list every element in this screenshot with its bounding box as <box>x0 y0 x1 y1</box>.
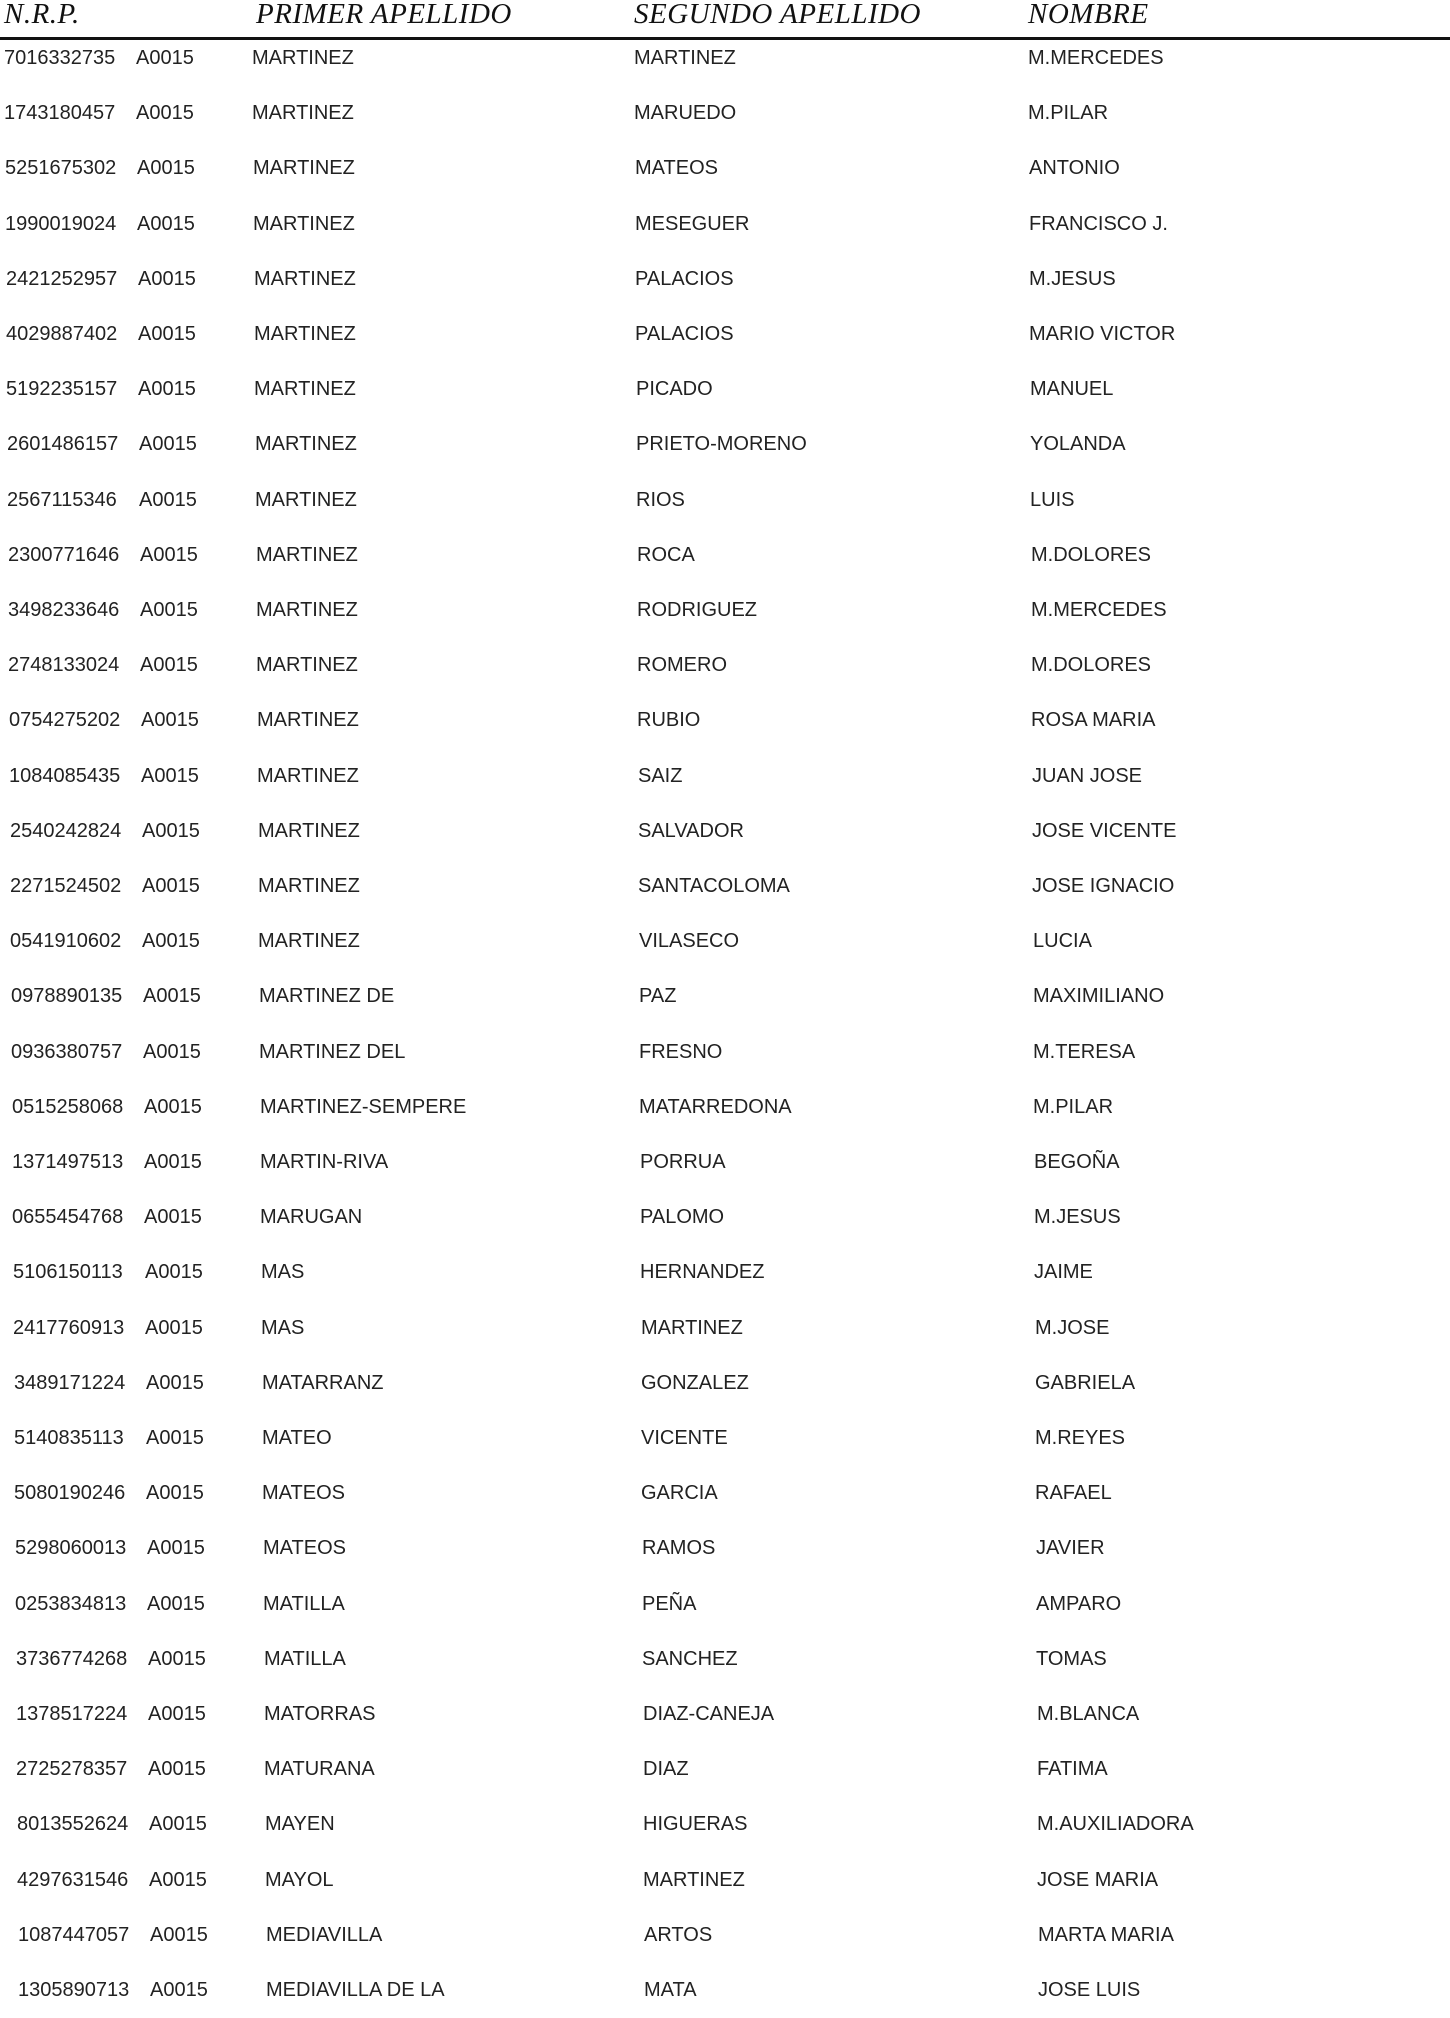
code-cell: A0015 <box>145 1317 203 1339</box>
nombre-cell: BEGOÑA <box>1034 1151 1120 1173</box>
nrp-cell: 1990019024 <box>5 213 117 235</box>
primer-apellido-cell: MARTINEZ <box>252 47 354 69</box>
primer-apellido-cell: MARTINEZ <box>254 378 356 400</box>
table-row <box>0 1426 1450 1466</box>
header-divider <box>0 37 1450 40</box>
primer-apellido-cell: MARTINEZ <box>255 489 357 511</box>
segundo-apellido-cell: FRESNO <box>639 1041 723 1063</box>
segundo-apellido-cell: MATA <box>644 1979 697 2001</box>
table-row <box>0 1812 1450 1852</box>
table-row <box>0 101 1450 141</box>
primer-apellido-cell: MARTINEZ <box>253 213 355 235</box>
nombre-cell: YOLANDA <box>1030 433 1126 455</box>
code-cell: A0015 <box>148 1648 206 1670</box>
code-cell: A0015 <box>146 1427 204 1449</box>
table-row <box>0 377 1450 417</box>
code-cell: A0015 <box>148 1703 206 1725</box>
code-cell: A0015 <box>140 599 198 621</box>
header-segundo-apellido: SEGUNDO APELLIDO <box>634 0 921 30</box>
nombre-cell: JAVIER <box>1036 1537 1105 1559</box>
nombre-cell: M.PILAR <box>1028 102 1109 124</box>
code-cell: A0015 <box>150 1979 208 2001</box>
table-row <box>0 1536 1450 1576</box>
table-row <box>0 212 1450 252</box>
table-row <box>0 543 1450 583</box>
nrp-cell: 2567115346 <box>7 489 117 511</box>
primer-apellido-cell: MARTINEZ <box>255 433 357 455</box>
code-cell: A0015 <box>148 1758 206 1780</box>
table-row <box>0 984 1450 1024</box>
primer-apellido-cell: MAS <box>261 1261 305 1283</box>
primer-apellido-cell: MARTINEZ DE <box>259 985 395 1007</box>
primer-apellido-cell: MARTINEZ <box>254 268 356 290</box>
code-cell: A0015 <box>149 1869 207 1891</box>
nombre-cell: M.MERCEDES <box>1028 47 1164 69</box>
code-cell: A0015 <box>138 323 196 345</box>
table-row <box>0 156 1450 196</box>
code-cell: A0015 <box>136 102 194 124</box>
segundo-apellido-cell: RUBIO <box>637 709 701 731</box>
segundo-apellido-cell: HIGUERAS <box>643 1813 748 1835</box>
nombre-cell: GABRIELA <box>1035 1372 1136 1394</box>
segundo-apellido-cell: SALVADOR <box>638 820 744 842</box>
table-row <box>0 1978 1450 2018</box>
nombre-cell: MAXIMILIANO <box>1033 985 1165 1007</box>
nrp-cell: 5251675302 <box>5 157 117 179</box>
code-cell: A0015 <box>146 1372 204 1394</box>
segundo-apellido-cell: RODRIGUEZ <box>637 599 757 621</box>
code-cell: A0015 <box>142 820 200 842</box>
segundo-apellido-cell: PALACIOS <box>635 268 734 290</box>
nombre-cell: M.REYES <box>1035 1427 1126 1449</box>
table-row <box>0 1647 1450 1687</box>
table-row <box>0 1757 1450 1797</box>
primer-apellido-cell: MARTIN-RIVA <box>260 1151 389 1173</box>
nombre-cell: ROSA MARIA <box>1031 709 1156 731</box>
segundo-apellido-cell: GONZALEZ <box>641 1372 749 1394</box>
primer-apellido-cell: MATILLA <box>263 1593 345 1615</box>
table-row <box>0 764 1450 804</box>
segundo-apellido-cell: HERNANDEZ <box>640 1261 765 1283</box>
code-cell: A0015 <box>141 765 199 787</box>
nrp-cell: 0515258068 <box>12 1096 124 1118</box>
code-cell: A0015 <box>140 544 198 566</box>
nombre-cell: RAFAEL <box>1035 1482 1112 1504</box>
segundo-apellido-cell: MESEGUER <box>635 213 750 235</box>
primer-apellido-cell: MARTINEZ-SEMPERE <box>260 1096 467 1118</box>
nombre-cell: M.MERCEDES <box>1031 599 1167 621</box>
table-row <box>0 1868 1450 1908</box>
code-cell: A0015 <box>138 378 196 400</box>
segundo-apellido-cell: SAIZ <box>638 765 683 787</box>
segundo-apellido-cell: RIOS <box>636 489 685 511</box>
primer-apellido-cell: MATARRANZ <box>262 1372 384 1394</box>
nrp-cell: 1743180457 <box>4 102 116 124</box>
nombre-cell: MARIO VICTOR <box>1029 323 1176 345</box>
segundo-apellido-cell: PICADO <box>636 378 713 400</box>
nombre-cell: FRANCISCO J. <box>1029 213 1168 235</box>
primer-apellido-cell: MARTINEZ <box>253 157 355 179</box>
nombre-cell: M.TERESA <box>1033 1041 1136 1063</box>
table-row <box>0 1316 1450 1356</box>
code-cell: A0015 <box>150 1924 208 1946</box>
segundo-apellido-cell: MARTINEZ <box>634 47 736 69</box>
table-row <box>0 1150 1450 1190</box>
nombre-cell: M.AUXILIADORA <box>1037 1813 1194 1835</box>
code-cell: A0015 <box>142 875 200 897</box>
nrp-cell: 1371497513 <box>12 1151 124 1173</box>
table-row <box>0 1702 1450 1742</box>
nombre-cell: TOMAS <box>1036 1648 1107 1670</box>
nombre-cell: LUCIA <box>1033 930 1092 952</box>
header-nrp: N.R.P. <box>4 0 80 30</box>
nombre-cell: M.BLANCA <box>1037 1703 1140 1725</box>
nombre-cell: M.JOSE <box>1035 1317 1110 1339</box>
table-row <box>0 874 1450 914</box>
code-cell: A0015 <box>141 709 199 731</box>
code-cell: A0015 <box>137 157 195 179</box>
nombre-cell: M.DOLORES <box>1031 654 1152 676</box>
primer-apellido-cell: MATEOS <box>262 1482 345 1504</box>
primer-apellido-cell: MAS <box>261 1317 305 1339</box>
primer-apellido-cell: MARTINEZ <box>257 709 359 731</box>
nrp-cell: 2540242824 <box>10 820 122 842</box>
segundo-apellido-cell: PALOMO <box>640 1206 725 1228</box>
code-cell: A0015 <box>144 1206 202 1228</box>
nombre-cell: JOSE VICENTE <box>1032 820 1177 842</box>
nrp-cell: 5080190246 <box>14 1482 126 1504</box>
segundo-apellido-cell: MARUEDO <box>634 102 737 124</box>
nrp-cell: 2417760913 <box>13 1317 125 1339</box>
nrp-cell: 7016332735 <box>4 47 116 69</box>
nrp-cell: 0754275202 <box>9 709 121 731</box>
primer-apellido-cell: MARTINEZ <box>252 102 354 124</box>
code-cell: A0015 <box>145 1261 203 1283</box>
nombre-cell: FATIMA <box>1037 1758 1108 1780</box>
primer-apellido-cell: MARTINEZ <box>256 544 358 566</box>
code-cell: A0015 <box>139 489 197 511</box>
code-cell: A0015 <box>144 1096 202 1118</box>
nrp-cell: 2748133024 <box>8 654 120 676</box>
code-cell: A0015 <box>143 985 201 1007</box>
segundo-apellido-cell: VILASECO <box>639 930 740 952</box>
table-row <box>0 929 1450 969</box>
primer-apellido-cell: MATEO <box>262 1427 332 1449</box>
segundo-apellido-cell: PRIETO-MORENO <box>636 433 807 455</box>
segundo-apellido-cell: DIAZ-CANEJA <box>643 1703 775 1725</box>
nombre-cell: JOSE IGNACIO <box>1032 875 1175 897</box>
nombre-cell: M.JESUS <box>1029 268 1116 290</box>
nrp-cell: 5140835113 <box>14 1427 124 1449</box>
nombre-cell: MARTA MARIA <box>1038 1924 1174 1946</box>
table-header <box>0 0 1450 36</box>
code-cell: A0015 <box>137 213 195 235</box>
nombre-cell: JUAN JOSE <box>1032 765 1143 787</box>
segundo-apellido-cell: PORRUA <box>640 1151 726 1173</box>
table-row <box>0 1095 1450 1135</box>
nrp-cell: 0936380757 <box>11 1041 123 1063</box>
table-row <box>0 488 1450 528</box>
segundo-apellido-cell: MATEOS <box>635 157 718 179</box>
nrp-cell: 1378517224 <box>16 1703 128 1725</box>
table-row <box>0 322 1450 362</box>
primer-apellido-cell: MARTINEZ DEL <box>259 1041 406 1063</box>
table-row <box>0 598 1450 638</box>
nrp-cell: 1084085435 <box>9 765 121 787</box>
table-row <box>0 1260 1450 1300</box>
nombre-cell: M.PILAR <box>1033 1096 1114 1118</box>
nombre-cell: MANUEL <box>1030 378 1114 400</box>
segundo-apellido-cell: VICENTE <box>641 1427 728 1449</box>
nrp-cell: 2271524502 <box>10 875 122 897</box>
primer-apellido-cell: MATORRAS <box>264 1703 376 1725</box>
primer-apellido-cell: MEDIAVILLA DE LA <box>266 1979 445 2001</box>
segundo-apellido-cell: ARTOS <box>644 1924 713 1946</box>
primer-apellido-cell: MARTINEZ <box>258 820 360 842</box>
segundo-apellido-cell: MARTINEZ <box>643 1869 745 1891</box>
nrp-cell: 0978890135 <box>11 985 123 1007</box>
code-cell: A0015 <box>146 1482 204 1504</box>
segundo-apellido-cell: MARTINEZ <box>641 1317 743 1339</box>
nombre-cell: ANTONIO <box>1029 157 1120 179</box>
nrp-cell: 5298060013 <box>15 1537 127 1559</box>
primer-apellido-cell: MARTINEZ <box>258 930 360 952</box>
table-row <box>0 1371 1450 1411</box>
segundo-apellido-cell: ROCA <box>637 544 695 566</box>
nrp-cell: 0253834813 <box>15 1593 127 1615</box>
table-row <box>0 46 1450 86</box>
table-row <box>0 708 1450 748</box>
header-nombre: NOMBRE <box>1028 0 1149 30</box>
table-row <box>0 1040 1450 1080</box>
nrp-cell: 1087447057 <box>18 1924 130 1946</box>
code-cell: A0015 <box>147 1593 205 1615</box>
segundo-apellido-cell: SANCHEZ <box>642 1648 738 1670</box>
table-row <box>0 1481 1450 1521</box>
nrp-cell: 2300771646 <box>8 544 120 566</box>
segundo-apellido-cell: PAZ <box>639 985 677 1007</box>
code-cell: A0015 <box>136 47 194 69</box>
nombre-cell: AMPARO <box>1036 1593 1122 1615</box>
table-row <box>0 1205 1450 1245</box>
table-row <box>0 267 1450 307</box>
nrp-cell: 4297631546 <box>17 1869 129 1891</box>
table-row <box>0 819 1450 859</box>
code-cell: A0015 <box>138 268 196 290</box>
nombre-cell: JOSE LUIS <box>1038 1979 1141 2001</box>
primer-apellido-cell: MARTINEZ <box>256 654 358 676</box>
nrp-cell: 0655454768 <box>12 1206 124 1228</box>
table-row <box>0 1923 1450 1963</box>
nrp-cell: 0541910602 <box>10 930 122 952</box>
primer-apellido-cell: MARTINEZ <box>256 599 358 621</box>
segundo-apellido-cell: ROMERO <box>637 654 727 676</box>
nrp-cell: 1305890713 <box>18 1979 130 2001</box>
nrp-cell: 5192235157 <box>6 378 118 400</box>
nombre-cell: JAIME <box>1034 1261 1093 1283</box>
segundo-apellido-cell: MATARREDONA <box>639 1096 792 1118</box>
primer-apellido-cell: MATURANA <box>264 1758 375 1780</box>
code-cell: A0015 <box>149 1813 207 1835</box>
code-cell: A0015 <box>147 1537 205 1559</box>
primer-apellido-cell: MARUGAN <box>260 1206 363 1228</box>
primer-apellido-cell: MARTINEZ <box>257 765 359 787</box>
primer-apellido-cell: MEDIAVILLA <box>266 1924 383 1946</box>
nombre-cell: M.JESUS <box>1034 1206 1121 1228</box>
segundo-apellido-cell: DIAZ <box>643 1758 689 1780</box>
nrp-cell: 8013552624 <box>17 1813 129 1835</box>
nombre-cell: M.DOLORES <box>1031 544 1152 566</box>
segundo-apellido-cell: SANTACOLOMA <box>638 875 790 897</box>
table-row <box>0 1592 1450 1632</box>
nombre-cell: JOSE MARIA <box>1037 1869 1159 1891</box>
code-cell: A0015 <box>140 654 198 676</box>
nrp-cell: 3498233646 <box>8 599 120 621</box>
nrp-cell: 3736774268 <box>16 1648 128 1670</box>
nrp-cell: 5106150113 <box>13 1261 123 1283</box>
primer-apellido-cell: MARTINEZ <box>254 323 356 345</box>
segundo-apellido-cell: PEÑA <box>642 1593 697 1615</box>
nrp-cell: 3489171224 <box>14 1372 126 1394</box>
primer-apellido-cell: MARTINEZ <box>258 875 360 897</box>
primer-apellido-cell: MAYEN <box>265 1813 335 1835</box>
primer-apellido-cell: MATILLA <box>264 1648 346 1670</box>
code-cell: A0015 <box>139 433 197 455</box>
primer-apellido-cell: MATEOS <box>263 1537 346 1559</box>
code-cell: A0015 <box>144 1151 202 1173</box>
segundo-apellido-cell: GARCIA <box>641 1482 718 1504</box>
code-cell: A0015 <box>143 1041 201 1063</box>
header-primer-apellido: PRIMER APELLIDO <box>256 0 512 30</box>
nrp-cell: 4029887402 <box>6 323 118 345</box>
segundo-apellido-cell: PALACIOS <box>635 323 734 345</box>
code-cell: A0015 <box>142 930 200 952</box>
segundo-apellido-cell: RAMOS <box>642 1537 716 1559</box>
primer-apellido-cell: MAYOL <box>265 1869 334 1891</box>
table-row <box>0 432 1450 472</box>
nrp-cell: 2725278357 <box>16 1758 128 1780</box>
nrp-cell: 2601486157 <box>7 433 119 455</box>
table-row <box>0 653 1450 693</box>
nombre-cell: LUIS <box>1030 489 1075 511</box>
nrp-cell: 2421252957 <box>6 268 118 290</box>
